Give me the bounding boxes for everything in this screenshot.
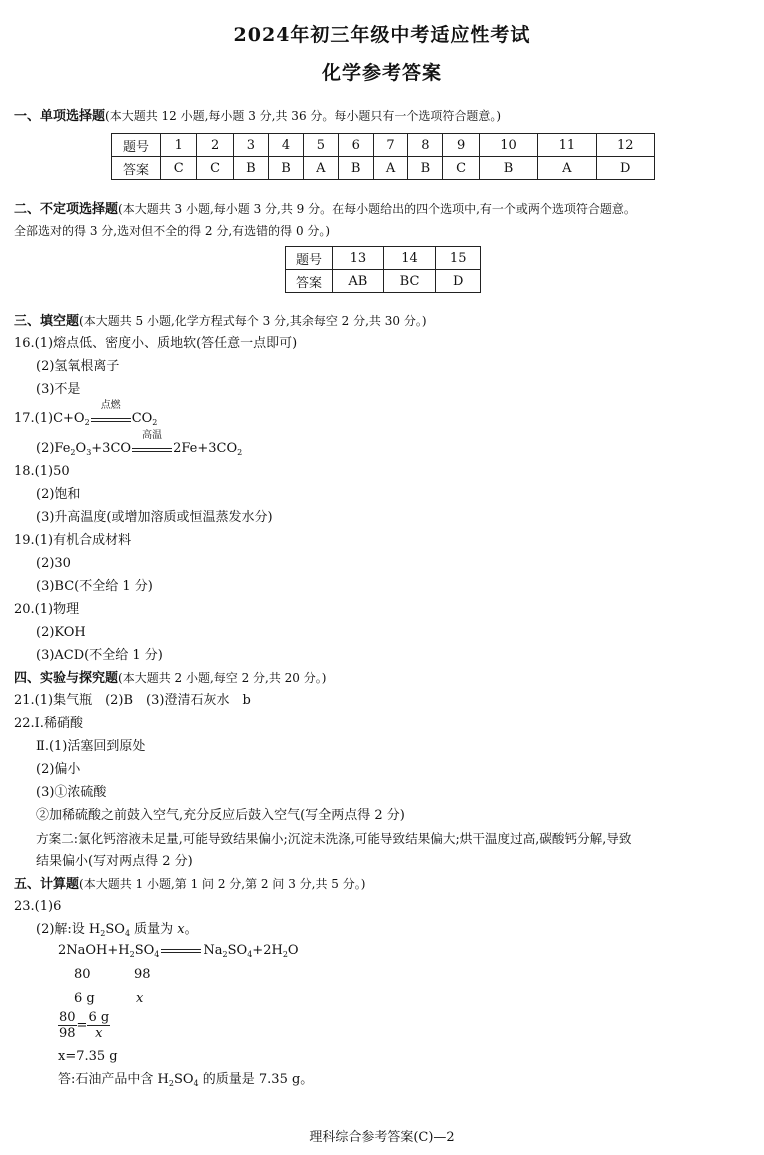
answer-q23-equation: $2NaOH+H_2SO_4$ $Na_2SO_4+2H_2O$ <box>58 943 299 959</box>
answer-q22-ii-3: (3)①浓硫酸 <box>36 785 107 800</box>
section4-heading: 四、实验与探究题(本大题共 2 小题,每空 2 分,共 20 分。) <box>14 671 327 686</box>
fraction-left: $\frac{80}{98}$ <box>59 1010 76 1041</box>
answer-cell: D <box>436 270 481 293</box>
calculation-result: x=7.35 g <box>58 1049 118 1064</box>
answer-cell: C <box>443 157 479 180</box>
question-number: 3 <box>233 134 268 157</box>
answer-q19-1: 19.(1)有机合成材料 <box>14 533 132 548</box>
answer-q19-3: (3)BC(不全给 1 分) <box>36 579 153 594</box>
section1-heading: 一、单项选择题(本大题共 12 小题,每小题 3 分,共 36 分。每小题只有一个选项符合题意。) <box>14 109 502 124</box>
molar-mass-h2so4: 98 <box>134 967 151 982</box>
section2-note-continued: 全部选对的得 3 分,选对但不全的得 2 分,有选错的得 0 分。) <box>14 224 331 238</box>
page-title: 2024年初三年级中考适应性考试 <box>233 24 531 46</box>
answer-q22-plan: 方案二:氯化钙溶液未足量,可能导致结果偏小;沉淀未洗涤,可能导致结果偏大;烘干温度过高,碳酸钙分解,导致 <box>36 831 632 846</box>
molar-mass-naoh: 80 <box>74 967 91 982</box>
equals-sign <box>132 448 172 452</box>
answer-q22-i: 22.Ⅰ.稀硝酸 <box>14 716 83 731</box>
answer-q20-2: (2)KOH <box>36 625 86 640</box>
row-label-answer: 答案 <box>286 270 333 293</box>
answer-cell: A <box>373 157 408 180</box>
table-row <box>112 157 655 180</box>
equals-sign <box>161 949 201 953</box>
proportion-equation: $\frac{80}{98}$ = $\frac{6 g}{x}$ <box>59 1010 110 1041</box>
answer-cell: B <box>268 157 303 180</box>
page-footer: 理科综合参考答案(C)—2 <box>309 1130 455 1145</box>
reaction-condition: 高温 <box>132 441 172 452</box>
answer-q23-2-setup: (2)解:设 $H_2SO_4$ 质量为 x。 <box>36 922 198 938</box>
answer-cell: A <box>538 157 596 180</box>
equals-sign <box>91 418 131 422</box>
question-number: 5 <box>304 134 339 157</box>
answer-q21: 21.(1)集气瓶 (2)B (3)澄清石灰水 b <box>14 693 251 708</box>
answer-q23-1: 23.(1)6 <box>14 899 62 914</box>
question-number: 8 <box>408 134 443 157</box>
question-number: 11 <box>538 134 596 157</box>
table-row <box>286 247 481 270</box>
row-label-number: 题号 <box>286 247 333 270</box>
answer-q19-2: (2)30 <box>36 556 71 571</box>
question-number: 9 <box>443 134 479 157</box>
answer-q16-1: 16.(1)熔点低、密度小、质地软(答任意一点即可) <box>14 336 298 351</box>
answer-q16-3: (3)不是 <box>36 382 81 397</box>
answer-cell: C <box>161 157 197 180</box>
section1-answer-table <box>111 133 655 180</box>
question-number: 12 <box>596 134 654 157</box>
answer-cell: B <box>408 157 443 180</box>
answer-q18-3: (3)升高温度(或增加溶质或恒温蒸发水分) <box>36 510 273 525</box>
answer-cell: BC <box>383 270 436 293</box>
row-label-number: 题号 <box>112 134 161 157</box>
question-number: 10 <box>479 134 537 157</box>
answer-q22-ii-4: ②加稀硫酸之前鼓入空气,充分反应后鼓入空气(写全两点得 2 分) <box>36 808 405 823</box>
answer-cell: B <box>338 157 373 180</box>
table-row <box>112 134 655 157</box>
question-number: 2 <box>197 134 233 157</box>
answer-cell: C <box>197 157 233 180</box>
unknown-mass: x <box>136 991 144 1006</box>
answer-cell: B <box>479 157 537 180</box>
answer-cell: A <box>304 157 339 180</box>
final-answer: 答:石油产品中含 $H_2SO_4$ 的质量是 7.35 g。 <box>58 1072 314 1088</box>
fraction-right: $\frac{6 g}{x}$ <box>88 1010 110 1041</box>
answer-q22-plan-continued: 结果偏小(写对两点得 2 分) <box>36 854 193 869</box>
section3-heading: 三、填空题(本大题共 5 小题,化学方程式每个 3 分,其余每空 2 分,共 30 分。) <box>14 314 427 329</box>
answer-q20-3: (3)ACD(不全给 1 分) <box>36 648 163 663</box>
question-number: 14 <box>383 247 436 270</box>
question-number: 7 <box>373 134 408 157</box>
row-label-answer: 答案 <box>112 157 161 180</box>
answer-q20-1: 20.(1)物理 <box>14 602 80 617</box>
question-number: 6 <box>338 134 373 157</box>
given-mass: 6 g <box>74 991 95 1006</box>
answer-q22-ii-2: (2)偏小 <box>36 762 81 777</box>
question-number: 1 <box>161 134 197 157</box>
answer-q18-1: 18.(1)50 <box>14 464 70 479</box>
answer-q18-2: (2)饱和 <box>36 487 81 502</box>
answer-cell: D <box>596 157 654 180</box>
question-number: 4 <box>268 134 303 157</box>
answer-q17-1-equation: $17.(1)C+O_2$ 点燃 $CO_2$ <box>14 400 158 427</box>
answer-cell: B <box>233 157 268 180</box>
question-number: 15 <box>436 247 481 270</box>
page-subtitle: 化学参考答案 <box>321 62 442 84</box>
answer-cell: AB <box>333 270 384 293</box>
table-row <box>286 270 481 293</box>
reaction-condition: 点燃 <box>91 411 131 422</box>
question-number: 13 <box>333 247 384 270</box>
answer-q16-2: (2)氢氧根离子 <box>36 359 120 374</box>
section5-heading: 五、计算题(本大题共 1 小题,第 1 问 2 分,第 2 问 3 分,共 5 分。) <box>14 877 366 892</box>
answer-q22-ii-1: Ⅱ.(1)活塞回到原处 <box>36 739 146 754</box>
section2-answer-table <box>285 246 481 293</box>
section2-heading: 二、不定项选择题(本大题共 3 小题,每小题 3 分,共 9 分。在每小题给出的四个选项中,有一个或两个选项符合题意。 <box>14 202 636 217</box>
answer-q17-2-equation: $(2)Fe_2O_3+3CO$ 高温 $2Fe+3CO_2$ <box>36 430 243 457</box>
